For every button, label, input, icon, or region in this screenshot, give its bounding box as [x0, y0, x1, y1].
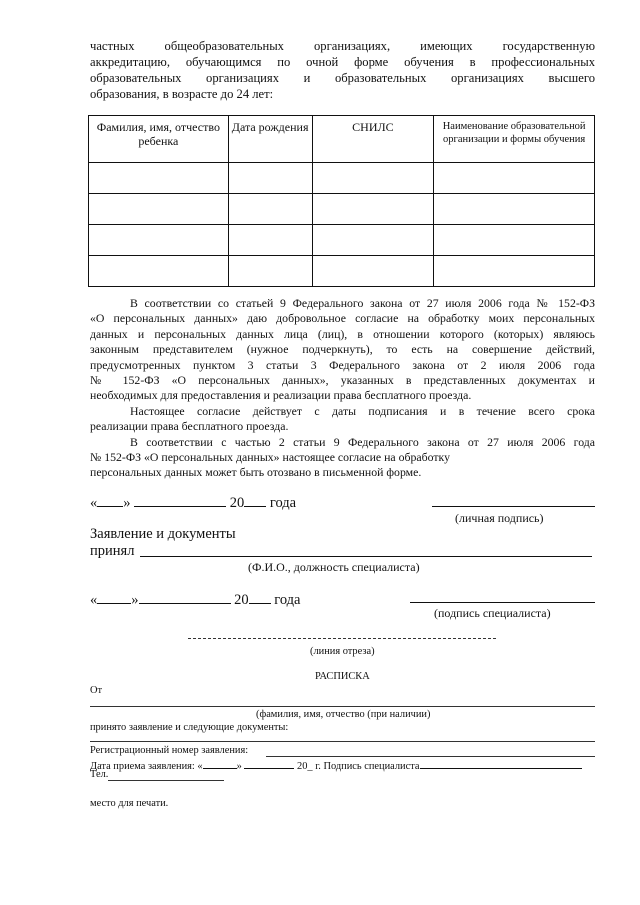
consent-line: данных и персональных данных лица (лиц), в отношении которого (которых) являюсь	[90, 326, 595, 341]
table-cell[interactable]	[312, 256, 434, 287]
table-cell[interactable]	[434, 163, 595, 194]
consent-line: предусмотренных пунктом 3 статьи 3 Федерального закона от 2 июля 2006 года	[90, 357, 595, 372]
table-cell[interactable]	[312, 163, 434, 194]
header-birth-date: Дата рождения	[228, 116, 312, 163]
consent-line: реализации права бесплатного проезда.	[90, 419, 289, 434]
specialist-name-line[interactable]	[140, 556, 592, 557]
month-field[interactable]	[134, 492, 226, 507]
receipt-phone-label: Тел.	[90, 769, 109, 780]
table-cell[interactable]	[89, 194, 229, 225]
table-cell[interactable]	[312, 225, 434, 256]
year-suffix: года	[269, 495, 297, 511]
year-field[interactable]	[249, 589, 271, 604]
year-field[interactable]	[244, 492, 266, 507]
date-open-quote: «	[90, 592, 98, 608]
receipt-year-signature: 20_ г. Подпись специалиста	[297, 761, 420, 772]
table-cell[interactable]	[89, 163, 229, 194]
table-cell[interactable]	[434, 225, 595, 256]
receipt-date-close: »	[236, 761, 242, 772]
table-row	[89, 225, 595, 256]
year-prefix: 20	[229, 495, 245, 511]
cut-line	[188, 638, 496, 639]
date-close-quote: »	[131, 592, 139, 608]
specialist-date	[90, 589, 300, 609]
table-cell[interactable]	[228, 256, 312, 287]
receipt-phone-line[interactable]	[108, 780, 224, 781]
table-cell[interactable]	[89, 256, 229, 287]
receipt-date	[90, 758, 582, 772]
applicant-signature-caption: (личная подпись)	[455, 511, 544, 525]
table-header-row	[89, 116, 595, 163]
accepted-label: принял	[90, 543, 135, 559]
table-cell[interactable]	[312, 194, 434, 225]
table-cell[interactable]	[434, 256, 595, 287]
intro-line: аккредитацию, обучающимся по очной форме обучения в профессиональных	[90, 55, 595, 69]
table-cell[interactable]	[228, 163, 312, 194]
consent-line: необходимых для предоставления и реализации права бесплатного проезда.	[90, 388, 472, 403]
accepted-heading: Заявление и документы	[90, 526, 236, 542]
consent-line: Настоящее согласие действует с даты подписания и в течение всего срока	[130, 403, 595, 418]
consent-line: «О персональных данных» даю добровольное согласие на обработку моих персональных	[90, 311, 595, 326]
table-cell[interactable]	[434, 194, 595, 225]
consent-line: № 152-ФЗ «О персональных данных» настоящее согласие на обработку	[90, 450, 451, 465]
intro-line: образовательных организациях и образовательных организациях высшего	[90, 71, 595, 85]
applicant-date	[90, 492, 296, 512]
receipt-day-field[interactable]	[203, 758, 237, 769]
children-table	[88, 115, 595, 287]
receipt-month-field[interactable]	[244, 758, 294, 769]
date-close-quote: »	[123, 495, 131, 511]
specialist-name-caption: (Ф.И.О., должность специалиста)	[248, 560, 420, 574]
table-row	[89, 256, 595, 287]
intro-line: образования, в возрасте до 24 лет:	[90, 87, 274, 101]
consent-line: персональных данных может быть отозвано в письменной форме.	[90, 465, 422, 480]
table-cell[interactable]	[89, 225, 229, 256]
receipt-title: РАСПИСКА	[315, 671, 370, 682]
receipt-date-label: Дата приема заявления: «	[90, 761, 203, 772]
cut-line-caption: (линия отреза)	[310, 646, 375, 657]
applicant-signature-line[interactable]	[432, 506, 595, 507]
receipt-from-label: От	[90, 685, 103, 696]
consent-line: В соответствии с частью 2 статьи 9 Федерального закона от 27 июля 2006 года	[130, 434, 595, 449]
specialist-signature-line[interactable]	[410, 602, 595, 603]
specialist-signature-caption: (подпись специалиста)	[434, 606, 551, 620]
month-field[interactable]	[139, 589, 231, 604]
consent-line: № 152-ФЗ «О персональных данных», указанных в представленных документах и	[90, 373, 595, 388]
date-open-quote: «	[90, 495, 98, 511]
receipt-name-caption: (фамилия, имя, отчество (при наличии)	[256, 709, 431, 720]
header-full-name: Фамилия, имя, отчество ребенка	[89, 116, 229, 163]
consent-paragraph	[90, 296, 595, 481]
header-snils: СНИЛС	[312, 116, 434, 163]
day-field[interactable]	[97, 492, 123, 507]
table-row	[89, 194, 595, 225]
table-cell[interactable]	[228, 194, 312, 225]
intro-paragraph	[90, 38, 595, 102]
header-organization: Наименование образовательной организации и формы обучения	[434, 116, 595, 163]
day-field[interactable]	[97, 589, 131, 604]
receipt-accepted-docs: принято заявление и следующие документы:	[90, 722, 289, 733]
receipt-reg-number-line[interactable]	[266, 756, 595, 757]
consent-line: законным представителем (нужное подчеркнуть), то есть на совершение действий,	[90, 342, 595, 357]
receipt-stamp-place: место для печати.	[90, 798, 169, 809]
consent-line: В соответствии со статьей 9 Федерального закона от 27 июля 2006 года № 152-ФЗ	[130, 296, 595, 310]
table-cell[interactable]	[228, 225, 312, 256]
intro-line: частных общеобразовательных организациях, имеющих государственную	[90, 39, 595, 53]
year-prefix: 20	[234, 592, 249, 608]
table-row	[89, 163, 595, 194]
receipt-docs-line[interactable]	[90, 741, 595, 742]
year-suffix: года	[274, 592, 301, 608]
receipt-signature-field[interactable]	[420, 758, 582, 769]
receipt-reg-number-label: Регистрационный номер заявления:	[90, 745, 249, 756]
receipt-name-line[interactable]	[90, 706, 595, 707]
